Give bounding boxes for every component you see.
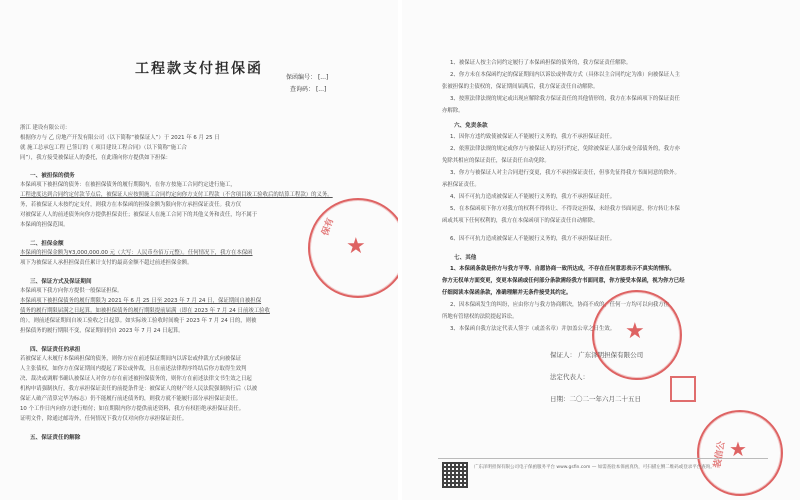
- qr-code-icon: [442, 462, 468, 488]
- guarantor-label: 保证人：: [550, 351, 576, 359]
- body-line: 你方无权单方面变更，变更本保函或任何部分条款需经我方书面同意，你方接受本保函，视为你方已经: [442, 278, 685, 284]
- body-line: 机构申请强制执行，我方承担保证责任的前提条件是：被保证人的财产经人民法院强制执行后（以被: [20, 386, 258, 392]
- company-seal: [308, 198, 398, 298]
- body-line: 证明文件，除通过邮寄外，任何情况下我方仅对向你方承担保证责任。: [20, 416, 188, 422]
- star-icon: ★: [625, 319, 645, 344]
- body-line: 1、被保证人按主合同约定履行了本保函担保的债务的，我方保证责任解除。: [450, 60, 632, 66]
- body-line: 10 个工作日内向你方进行赔付；如在期限内你方提供前述资料，我方有权拒绝承担保证责任。: [20, 406, 245, 412]
- section-heading: 七、其他: [454, 255, 477, 261]
- section-heading: 二、担保金额: [30, 241, 64, 247]
- body-line: 函或其项下任何权利的，我方在本保函项下的保证责任自动解除。: [442, 218, 599, 224]
- body-line: 仔细阅读本保函条款，准确理解并无条件接受其约定。: [442, 290, 572, 296]
- footer-text: 广东泽明担保有限公司电子保函服务平台 www.gsfin.com — 如需查验本保函真伪，可扫描左侧二维码或登录平台查询。: [474, 465, 715, 470]
- star-icon: ★: [729, 437, 747, 461]
- intro-line: 同”），我方接受被保证人的委托，在此谨向你方提供如下担保：: [20, 155, 172, 161]
- body-line: 2、因本保函发生的纠纷，应由你方与我方协商解决，协商不成的，任何一方均可以向我方住: [450, 302, 670, 308]
- body-line: 的），则前述保证期间自竣工验收之日起算。如实际竣工验收时间晚于 2023 年 7 月 24 日的，则被: [20, 318, 257, 324]
- body-line: 债务的履行期限届满之日起算。如被担保债务的履行期限提前届满（即在 2023 年 7 月 24 日前竣工验收: [20, 308, 270, 314]
- section-heading: 三、保证方式及保证期间: [30, 279, 92, 285]
- amount-line: 本保函的担保金额为¥3,000,000.00 元（大写：人民币叁佰万元整）。任何情况下，我方在本保函: [20, 250, 253, 256]
- body-line: 3、本保函自我方法定代表人签字（或盖名章）并加盖公章之日生效。: [450, 326, 616, 332]
- body-line: 1、本保函条款是你方与我方平等、自愿协商一致所达成，不存在任何意思表示不真实的情形。: [450, 266, 675, 272]
- seal-text: 保有: [320, 216, 337, 238]
- verify-code-label: 查询码：: [290, 86, 315, 93]
- body-line: 人主张债权，如你方在保证期间内提起了诉讼或仲裁，且在前述法律程序终结后你方取得生效判: [20, 366, 247, 372]
- signing-date: 日期：二〇二一年六月二十五日: [550, 395, 641, 403]
- body-line: 5、在本保函项下你方对我方的权利不得转让、不得设定担保，未经我方书面同意，你方转让本保: [450, 206, 680, 212]
- body-line: 张被担保的主债权的，保证期间届满后，我方保证责任自动解除。: [442, 84, 599, 90]
- body-line: 本保函项下被担保的债务：在被担保债务的履行期限内，在你方按施工合同约定进行施工，: [20, 182, 236, 188]
- verify-code: [290, 84, 326, 93]
- star-icon: ★: [346, 234, 366, 259]
- body-line: 2、依照法律法规的规定或你方与被保证人的另行约定，免除被保证人部分或全部债务的，我方亦: [450, 146, 680, 152]
- footer-divider: [438, 458, 768, 459]
- body-line: 决、裁决或调解书确认被保证人对你方存在前述被担保债务的，则你方在前述法律文书生效之日起: [20, 376, 252, 382]
- body-line: 免除其相应的保证责任，保证责任自动免除。: [442, 158, 550, 164]
- seal-text: 装信公: [712, 440, 728, 469]
- section-heading: 一、被担保的债务: [30, 173, 75, 179]
- legal-rep-stamp: [670, 376, 696, 402]
- body-line: 担保债务的履行期限不变，保证期间仍自 2023 年 7 月 24 日起算。: [20, 328, 184, 334]
- body-line: 保证人破产清算完毕为标志）仍不能履行前述债务的，则我方就不能履行部分承担保证责任。: [20, 396, 242, 402]
- body-line: 1、因你方违约致使被保证人不能履行义务的，我方不承担保证责任。: [450, 134, 616, 140]
- section-heading: 五、保证责任的解除: [30, 435, 81, 441]
- body-line: 6、因不可抗力造成被保证人不能履行义务的，我方不承担保证责任。: [450, 236, 616, 242]
- body-line: 4、因不可抗力造成被保证人不能履行义务的，我方不承担保证责任。: [450, 194, 616, 200]
- amount-line: 项下为被保证人承担担保责任累计支付的最高金额不超过前述担保金额。: [20, 260, 193, 266]
- body-line: 本保函项下被担保债务的履行期限为 2021 年 6 月 25 日至 2023 年 7 月 24 日，保证期间自被担保: [20, 298, 262, 304]
- body-line: 若被保证人未履行本保函担保的债务，则你方应在前述保证期间内以诉讼或仲裁方式向被保证: [20, 356, 242, 362]
- body-line: 务，若被保证人未按约定支付，则我方在本保函的担保金额为限向你方承担保证责任。我方仅: [20, 202, 242, 208]
- guarantor-name: 广东泽明担保有限公司: [578, 351, 644, 359]
- left-page: [0, 0, 398, 500]
- body-line: 工程进度达到合同约定付款节点后，被保证人应按照施工合同约定向你方支付工程款（不含项目竣工验收后的结算工程款）的义务。: [20, 192, 333, 198]
- body-line: 所地有管辖权的法院提起诉讼。: [442, 314, 518, 320]
- section-heading: 四、保证责任的承担: [30, 347, 81, 353]
- guarantee-number: [286, 72, 328, 81]
- body-line: 3、你方与被保证人对主合同进行变更，我方不承担保证责任，但事先征得我方书面同意的除外。: [450, 170, 680, 176]
- body-line: 承担保证责任。: [442, 182, 480, 188]
- body-line: 本保函的担保范围。: [20, 222, 69, 228]
- body-line: 2、你方未在本保函约定的保证期间内以诉讼或仲裁方式（具体以主合同约定为准）向被保证人主: [450, 72, 680, 78]
- official-seal: [592, 290, 682, 380]
- body-line: 本保函项下我方向你方提供一般保证担保。: [20, 288, 123, 294]
- guarantee-number-label: 保函编号：: [286, 74, 317, 81]
- addressee: 浙江 建设有限公司：: [20, 125, 71, 131]
- verify-code-value: [...]: [315, 86, 327, 93]
- intro-line: 就 施工总承包工程 已签订的《 项目建设工程合同》（以下简称“施工合: [20, 145, 187, 151]
- body-line: 3、按照法律法规的规定或出现应解除我方保证责任的其他情形的，我方在本保函项下的保证责任: [450, 96, 680, 102]
- intro-line: 根据你方与 乙 房地产开发有限公司（以下简称“被保证人”）于 2021 年 6 月 25 日: [20, 135, 220, 141]
- right-page: [402, 0, 800, 500]
- section-heading: 六、免责条款: [454, 123, 488, 129]
- company-seal-lower: [697, 410, 783, 496]
- guarantee-number-value: [...]: [317, 74, 329, 81]
- body-line: 对被保证人人的前述债务向你方提供担保责任；被保证人在施工合同下的其他义务和责任，均不属于: [20, 212, 258, 218]
- legal-representative-label: 法定代表人：: [550, 373, 589, 381]
- body-line: 亦解除。: [442, 108, 464, 114]
- document-title: 工程款支付担保函: [135, 61, 263, 77]
